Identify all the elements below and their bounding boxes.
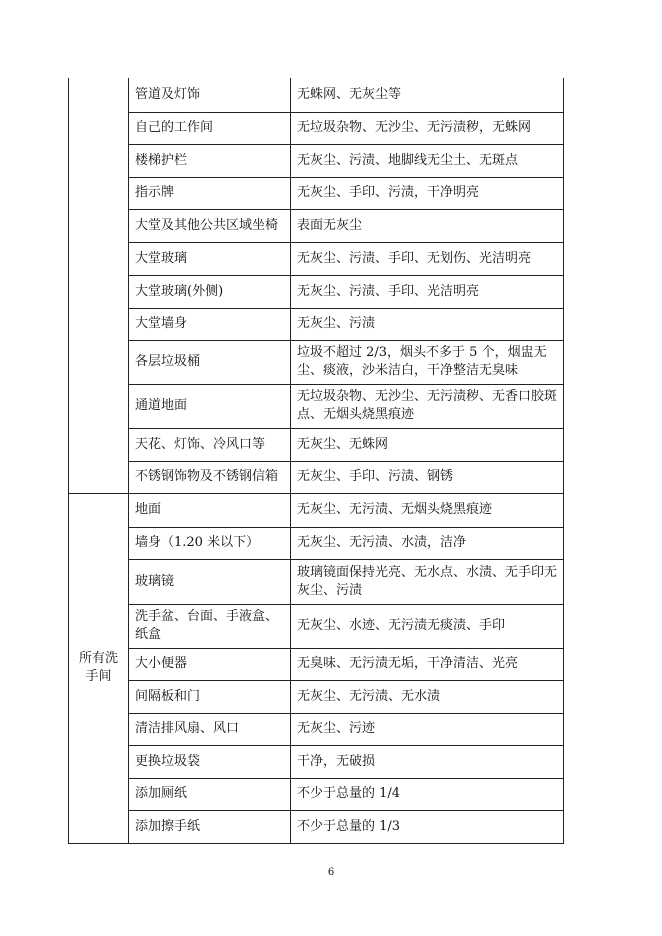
- standard-cell: 干净，无破损: [291, 745, 564, 778]
- table-row: [69, 604, 564, 648]
- table-row: [69, 559, 564, 604]
- table-row: [69, 810, 564, 843]
- item-cell: 地面: [129, 493, 291, 527]
- table-row: [69, 745, 564, 778]
- standard-cell: 无灰尘、手印、污渍、钢锈: [291, 461, 564, 493]
- standard-cell: 表面无灰尘: [291, 209, 564, 242]
- area-cell: 所有洗手间: [69, 493, 129, 843]
- item-cell: 添加厕纸: [129, 778, 291, 810]
- standard-cell: 无灰尘、无污渍、无烟头烧黑痕迹: [291, 493, 564, 527]
- item-cell: 添加擦手纸: [129, 810, 291, 843]
- standard-cell: 无灰尘、污渍、地脚线无尘土、无斑点: [291, 144, 564, 177]
- item-cell: 不锈钢饰物及不锈钢信箱: [129, 461, 291, 493]
- table-row: [69, 308, 564, 340]
- table-row: [69, 144, 564, 177]
- page-number: 6: [327, 867, 335, 878]
- item-cell: 管道及灯饰: [129, 78, 291, 112]
- table-row: [69, 778, 564, 810]
- standard-cell: 无灰尘、污迹: [291, 713, 564, 745]
- item-cell: 通道地面: [129, 384, 291, 428]
- table-row: [69, 493, 564, 527]
- table-body: [69, 78, 564, 843]
- cleaning-standards-table: [68, 78, 564, 844]
- item-cell: 大堂墙身: [129, 308, 291, 340]
- table-row: [69, 461, 564, 493]
- standard-cell: 垃圾不超过 2/3，烟头不多于 5 个，烟盅无尘、痰液，沙米洁白，干净整洁无臭味: [291, 340, 564, 384]
- table-row: [69, 78, 564, 112]
- item-cell: 清洁排风扇、风口: [129, 713, 291, 745]
- standard-cell: 无臭味、无污渍无垢，干净清洁、光亮: [291, 648, 564, 680]
- item-cell: 楼梯护栏: [129, 144, 291, 177]
- standard-cell: 无蛛网、无灰尘等: [291, 78, 564, 112]
- table-row: [69, 713, 564, 745]
- item-cell: 指示牌: [129, 177, 291, 209]
- item-cell: 墙身（1.20 米以下）: [129, 527, 291, 559]
- standard-cell: 无灰尘、无污渍、水渍，洁净: [291, 527, 564, 559]
- item-cell: 洗手盆、台面、手液盒、纸盒: [129, 604, 291, 648]
- item-cell: 自己的工作间: [129, 112, 291, 144]
- item-cell: 大堂及其他公共区域坐椅: [129, 209, 291, 242]
- table-row: [69, 112, 564, 144]
- table-row: [69, 680, 564, 713]
- standard-cell: 无垃圾杂物、无沙尘、无污渍秽、无香口胶斑点、无烟头烧黑痕迹: [291, 384, 564, 428]
- item-cell: 间隔板和门: [129, 680, 291, 713]
- standard-cell: 无灰尘、无蛛网: [291, 428, 564, 461]
- table-row: [69, 209, 564, 242]
- table-row: [69, 340, 564, 384]
- item-cell: 天花、灯饰、冷风口等: [129, 428, 291, 461]
- table-row: [69, 242, 564, 275]
- item-cell: 各层垃圾桶: [129, 340, 291, 384]
- standard-cell: 无灰尘、污渍、手印、光洁明亮: [291, 275, 564, 308]
- standard-cell: 不少于总量的 1/3: [291, 810, 564, 843]
- table-row: [69, 527, 564, 559]
- table-row: [69, 177, 564, 209]
- item-cell: 大堂玻璃(外侧): [129, 275, 291, 308]
- standard-cell: 无灰尘、无污渍、无水渍: [291, 680, 564, 713]
- standard-cell: 无灰尘、手印、污渍，干净明亮: [291, 177, 564, 209]
- item-cell: 更换垃圾袋: [129, 745, 291, 778]
- table-row: [69, 275, 564, 308]
- item-cell: 大堂玻璃: [129, 242, 291, 275]
- item-cell: 大小便器: [129, 648, 291, 680]
- standard-cell: 不少于总量的 1/4: [291, 778, 564, 810]
- item-cell: 玻璃镜: [129, 559, 291, 604]
- area-cell: [69, 78, 129, 493]
- standard-cell: 无灰尘、污渍、手印、无划伤、光洁明亮: [291, 242, 564, 275]
- standard-cell: 玻璃镜面保持光亮、无水点、水渍、无手印无灰尘、污渍: [291, 559, 564, 604]
- table-row: [69, 384, 564, 428]
- standard-cell: 无灰尘、污渍: [291, 308, 564, 340]
- standard-cell: 无垃圾杂物、无沙尘、无污渍秽，无蛛网: [291, 112, 564, 144]
- table-row: [69, 648, 564, 680]
- table-row: [69, 428, 564, 461]
- standard-cell: 无灰尘、水迹、无污渍无痰渍、手印: [291, 604, 564, 648]
